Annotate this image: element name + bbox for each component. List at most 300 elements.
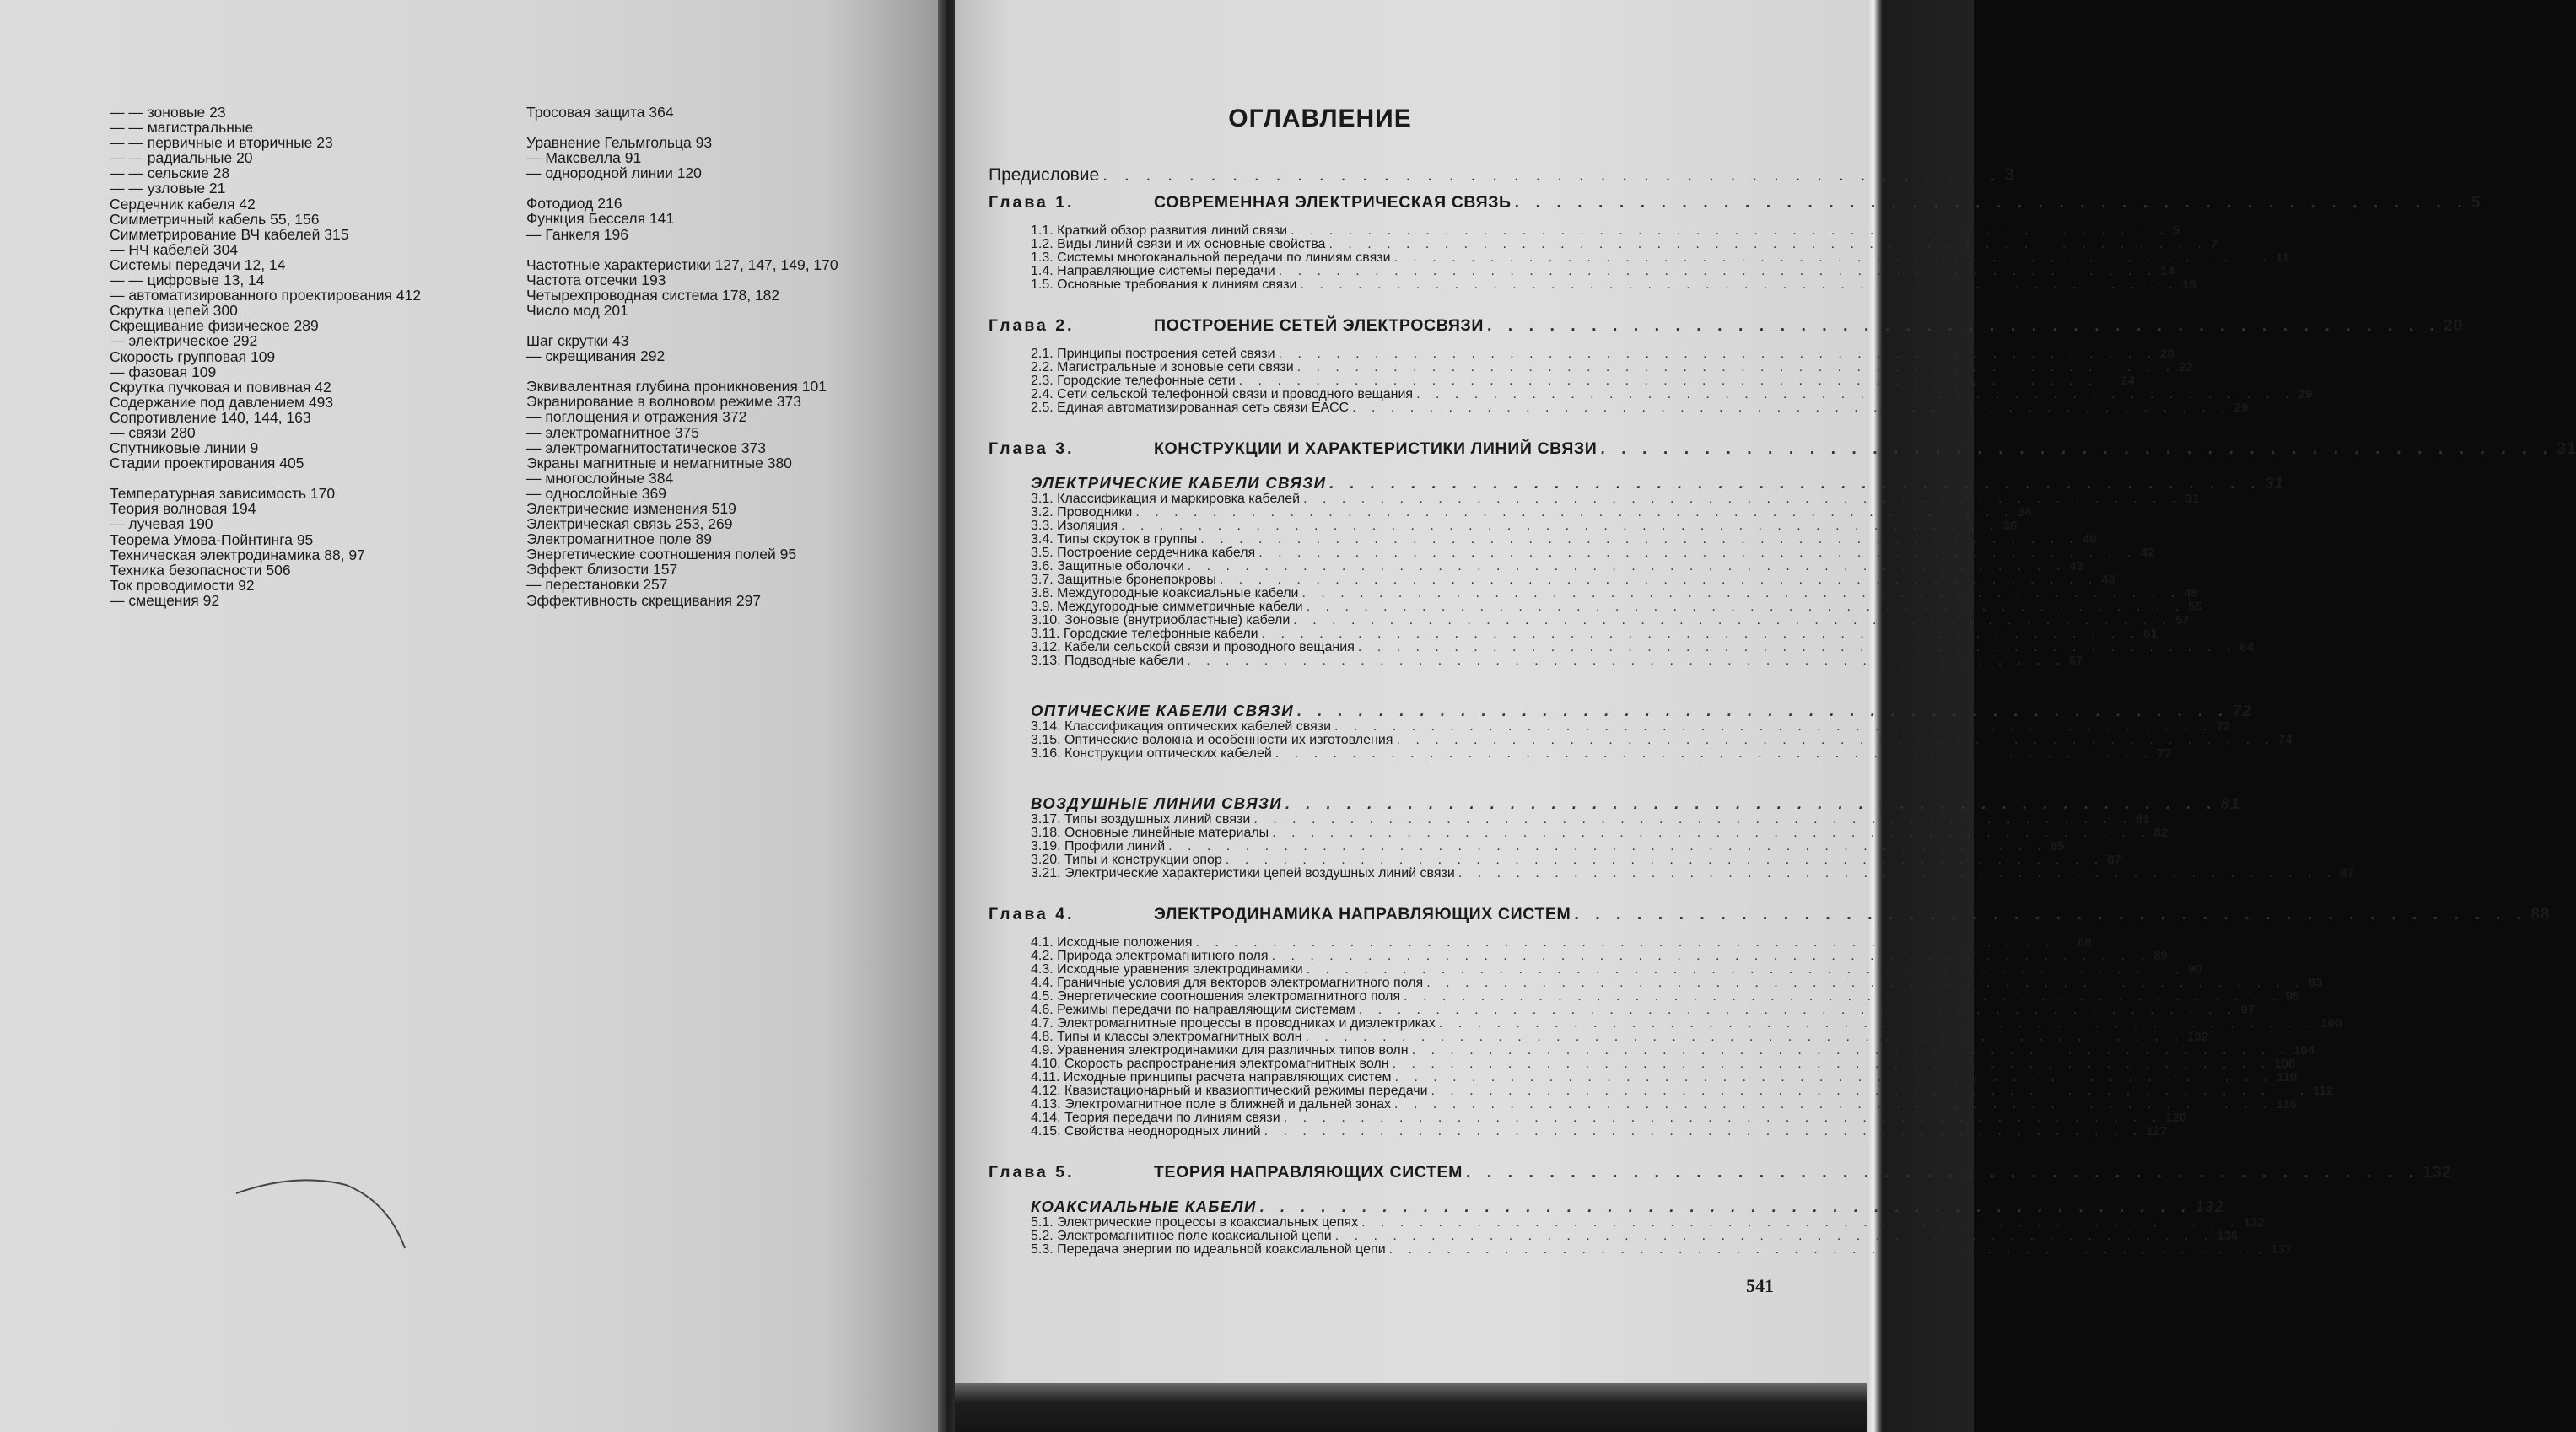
page-number: 541 bbox=[1746, 1275, 1774, 1296]
toc-item-page: 110 bbox=[2276, 1070, 2298, 1085]
toc-item[interactable] bbox=[989, 976, 2323, 990]
index-entry: — — узловые 21 bbox=[110, 180, 226, 197]
toc-item-label: 4.8. Типы и классы электромагнитных волн bbox=[1031, 1030, 1302, 1044]
toc-item-page: 137 bbox=[2271, 1242, 2293, 1257]
index-entry: — — цифровые 13, 14 bbox=[110, 272, 265, 289]
leader-dots: . . . . . . . . . . . . . . . . . . . . . . . . . . . . . . . . . . . . . . . . . . . . . . bbox=[1416, 387, 2295, 401]
spacer bbox=[989, 880, 1781, 899]
toc-item-page: 104 bbox=[2293, 1043, 2315, 1058]
index-gap bbox=[526, 120, 923, 135]
toc-item[interactable] bbox=[989, 586, 2198, 600]
leader-dots: . . . . . . . . . . . . . . . . . . . . . . . . . . . . . . . . . . . . . . . . . . . . . . bbox=[1358, 1003, 2238, 1017]
toc-item[interactable] bbox=[989, 949, 2168, 963]
toc-item[interactable] bbox=[989, 1215, 2265, 1230]
index-entry: — Максвелла 91 bbox=[526, 149, 642, 167]
toc-chapter[interactable] bbox=[989, 1157, 2452, 1182]
spacer bbox=[989, 213, 1781, 224]
chapter-page: 88 bbox=[2530, 905, 2551, 923]
toc-item-label: 5.1. Электрические процессы в коаксиальных цепях bbox=[1031, 1215, 1359, 1230]
index-entry: — однослойные 369 bbox=[526, 484, 667, 502]
toc-item-label: 2.5. Единая автоматизированная сеть связи ЕАСС bbox=[1031, 401, 1350, 415]
toc-item-label: 3.17. Типы воздушных линий связи bbox=[1031, 812, 1251, 826]
index-entry: Эффективность скрещивания 297 bbox=[526, 591, 762, 609]
index-entry: — поглощения и отражения 372 bbox=[526, 408, 747, 426]
toc-item-page: 100 bbox=[2320, 1016, 2342, 1031]
index-entry: — электромагнитостатическое 373 bbox=[526, 439, 767, 456]
toc-item-page: 34 bbox=[2017, 505, 2032, 520]
toc-item[interactable] bbox=[989, 640, 2255, 654]
chapter-number: Глава 1. bbox=[989, 193, 1075, 212]
toc-item[interactable] bbox=[989, 492, 2200, 506]
toc-item-page: 102 bbox=[2187, 1030, 2209, 1044]
toc-item-label: 1.2. Виды линий связи и их основные свойства bbox=[1031, 237, 1326, 251]
toc-item-page: 72 bbox=[2216, 719, 2231, 734]
chapter-page: 31 bbox=[2557, 439, 2576, 458]
chapter-heading bbox=[989, 1163, 1463, 1182]
section-page: 132 bbox=[2195, 1198, 2225, 1215]
leader-dots: . . . . . . . . . . . . . . . . . . . . . . . . . . . . . . . . . . . . . . . . . . . . . . bbox=[1283, 1111, 2163, 1125]
toc-preface-label: Предисловие bbox=[989, 165, 1100, 185]
index-entry: Техника безопасности 506 bbox=[110, 561, 291, 579]
index-entry: Скрещивание физическое 289 bbox=[110, 317, 319, 335]
leader-dots: . . . . . . . . . . . . . . . . . . . . . . . . . . . . . . . . . . . . . . . . . . . . . . bbox=[1486, 316, 2440, 335]
toc-item[interactable] bbox=[989, 387, 2313, 401]
toc-item[interactable] bbox=[989, 627, 2158, 641]
leader-dots: . . . . . . . . . . . . . . . . . . . . . . . . . . . . . . . . . . . . . . . . . . . . . . bbox=[1261, 627, 2141, 641]
toc-item[interactable] bbox=[989, 237, 2218, 251]
index-entry: — перестановки 257 bbox=[526, 576, 668, 594]
index-entry: Скорость групповая 109 bbox=[110, 347, 276, 365]
toc-item-page: 40 bbox=[2082, 532, 2097, 546]
toc-preface[interactable]: Предисловие . . . . . . . . . . . . . . . . . . . . . . . . . . . . . . . . . . . . . . . . . . 3 bbox=[989, 165, 2015, 185]
toc-item-label: 4.13. Электромагнитное поле в ближней и дальней зонах bbox=[1031, 1097, 1392, 1112]
toc-item[interactable] bbox=[989, 532, 2097, 546]
toc-item-label: 3.3. Изоляция bbox=[1031, 519, 1118, 533]
leader-dots: . . . . . . . . . . . . . . . . . . . . . . . . . . . . . . . . . . . . . . . . . . . . . . bbox=[1361, 1215, 2240, 1230]
index-entry: Экраны магнитные и немагнитные 380 bbox=[526, 454, 792, 471]
toc-item[interactable] bbox=[989, 600, 2202, 614]
leader-dots: . . . . . . . . . . . . . . . . . . . . . . . . . . . . . . . . . . . . . . . . . . . . . . bbox=[1388, 1242, 2268, 1257]
toc-item[interactable] bbox=[989, 277, 2196, 292]
toc-item-label: 3.5. Построение сердечника кабеля bbox=[1031, 546, 1256, 560]
index-entry: Симметрирование ВЧ кабелей 315 bbox=[110, 225, 349, 243]
section-title: ВОЗДУШНЫЕ ЛИНИИ СВЯЗИ bbox=[1031, 794, 1282, 812]
leader-dots: . . . . . . . . . . . . . . . . . . . . . . . . . . . . . . . . . . . . . . . . . . . . . . bbox=[1411, 1043, 2291, 1058]
leader-dots: . . . . . . . . . . . . . . . . . . . . . . . . . . . . . . . . . . . . . . . . . . . . . . bbox=[1301, 586, 2180, 600]
index-entry: Стадии проектирования 405 bbox=[110, 455, 304, 472]
toc-item[interactable] bbox=[989, 1057, 2296, 1071]
toc-item-page: 87 bbox=[2107, 853, 2122, 867]
leader-dots: . . . . . . . . . . . . . . . . . . . . . . . . . . . . . . . . . . . . . . . . . . . . . . bbox=[1394, 1097, 2273, 1112]
leader-dots: . . . . . . . . . . . . . . . . . . . . . . . . . . . . . . . . . . . . . . . . . . . . . . bbox=[1238, 374, 2118, 388]
index-entry: — смещения 92 bbox=[110, 591, 220, 609]
leader-dots: . . . . . . . . . . . . . . . . . . . . . . . . . . . . . . . . . . . . . . . . . . . . . . bbox=[1271, 949, 2151, 963]
leader-dots: . . . . . . . . . . . . . . . . . . . . . . . . . . . . . . . . . . . . . . . . . . . . . . bbox=[1334, 1229, 2214, 1243]
toc-item-page: 132 bbox=[2243, 1215, 2265, 1230]
toc-item-label: 4.7. Электромагнитные процессы в проводниках и диэлектриках bbox=[1031, 1016, 1436, 1031]
index-entry: — лучевая 190 bbox=[110, 515, 213, 533]
toc-item-page: 136 bbox=[2217, 1229, 2239, 1243]
index-entry: Спутниковые линии 9 bbox=[110, 439, 259, 457]
index-entry: Фотодиод 216 bbox=[526, 195, 622, 213]
chapter-number: Глава 2. bbox=[989, 316, 1075, 335]
leader-dots: . . . . . . . . . . . . . . . . . . . . . . . . . . . . . . . . . . . . . . . . . . . . . . bbox=[1300, 277, 2179, 292]
index-entry: Эффект близости 157 bbox=[526, 561, 678, 579]
toc-item-page: 20 bbox=[2160, 347, 2175, 361]
spacer bbox=[989, 1257, 1781, 1275]
toc-item[interactable] bbox=[989, 853, 2122, 867]
leader-dots: . . . . . . . . . . . . . . . . . . . . . . . . . . . . . . . . . . . . . . . . . . . . . . bbox=[1195, 935, 2075, 950]
toc-item[interactable] bbox=[989, 1229, 2239, 1243]
index-entry: Электрическая связь 253, 269 bbox=[526, 515, 733, 533]
toc-item-label: 2.3. Городские телефонные сети bbox=[1031, 374, 1236, 388]
leader-dots: . . . . . . . . . . . . . . . . . . . . . . . . . . . . . . . . . . . . . . . . . . . . . . bbox=[1404, 989, 2282, 1004]
left-page bbox=[0, 0, 938, 1432]
toc-item-page: 74 bbox=[2277, 733, 2293, 747]
leader-dots: . . . . . . . . . . . . . . . . . . . . . . . . . . . . . . . . . . . . . . . . . . . . . . bbox=[1272, 826, 2151, 840]
toc-chapter[interactable] bbox=[989, 899, 2551, 924]
toc-item[interactable] bbox=[989, 546, 2155, 560]
toc-item[interactable] bbox=[989, 1124, 2168, 1139]
toc-item-page: 90 bbox=[2188, 962, 2202, 977]
index-entry: Ток проводимости 92 bbox=[110, 576, 255, 594]
index-entry: — автоматизированного проектирования 412 bbox=[110, 287, 422, 304]
index-entry: — фазовая 109 bbox=[110, 363, 217, 380]
toc-item-page: 31 bbox=[2185, 492, 2200, 506]
leader-dots: . . . . . . . . . . . . . . . . . . . . . . . . . . . . . . . . . . . . . . . . . . . . . . bbox=[1291, 223, 2169, 238]
index-entry: Теорема Умова-Пойнтинга 95 bbox=[110, 530, 314, 548]
toc-item-page: 57 bbox=[2175, 613, 2190, 627]
toc-section[interactable] bbox=[989, 686, 2253, 720]
toc-item[interactable] bbox=[989, 989, 2300, 1004]
chapter-title: КОНСТРУКЦИИ И ХАРАКТЕРИСТИКИ ЛИНИЙ СВЯЗИ bbox=[1154, 439, 1598, 458]
toc-item[interactable] bbox=[989, 866, 2355, 880]
leader-dots: . . . . . . . . . . . . . . . . . . . . . . . . . . . . . . . . . . . . . . . . . . . . . . bbox=[1328, 237, 2207, 251]
index-entry: Теория волновая 194 bbox=[110, 500, 256, 518]
toc-item-page: 46 bbox=[2101, 573, 2116, 587]
chapter-heading bbox=[989, 439, 1597, 459]
index-entry: — Ганкеля 196 bbox=[526, 225, 629, 243]
index-entry: Сопротивление 140, 144, 163 bbox=[110, 408, 311, 426]
leader-dots: . . . . . . . . . . . . . . . . . . . . . . . . . . . . . . . . . . . . . . . . . . . . . . bbox=[1458, 866, 2337, 880]
leader-dots: . . . . . . . . . . . . . . . . . . . . . . . . . . . . . . . . . . . . . . . . . . . . . . bbox=[1306, 600, 2185, 614]
toc-item-label: 4.5. Энергетические соотношения электромагнитного поля bbox=[1031, 989, 1401, 1004]
toc-item-label: 1.1. Краткий обзор развития линий связи bbox=[1031, 223, 1288, 238]
toc-item-page: 82 bbox=[2153, 826, 2169, 840]
index-entry: Электромагнитное поле 89 bbox=[526, 530, 712, 548]
chapter-title: ЭЛЕКТРОДИНАМИКА НАПРАВЛЯЮЩИХ СИСТЕМ bbox=[1154, 905, 1571, 923]
toc-item[interactable] bbox=[989, 962, 2202, 977]
chapter-number: Глава 3. bbox=[989, 439, 1075, 458]
toc-item[interactable] bbox=[989, 505, 2032, 520]
chapter-heading bbox=[989, 905, 1571, 924]
index-gap bbox=[526, 180, 923, 196]
toc-item-page: 43 bbox=[2069, 559, 2083, 573]
leader-dots: . . . . . . . . . . . . . . . . . . . . . . . . . . . . . . . . . . . . . . . . . . . . . . bbox=[1306, 962, 2185, 977]
toc-item[interactable] bbox=[989, 1070, 2298, 1085]
toc-item-label: 3.12. Кабели сельской связи и проводного вещания bbox=[1031, 640, 1355, 654]
leader-dots: . . . . . . . . . . . . . . . . . . . . . . . . . . . . . . . . . . . . . . . . . . . . . . bbox=[1438, 1016, 2318, 1031]
toc-item-page: 95 bbox=[2285, 989, 2300, 1004]
toc-item[interactable] bbox=[989, 374, 2135, 388]
toc-item-label: 3.8. Междугородные коаксиальные кабели bbox=[1031, 586, 1299, 600]
toc-item-page: 67 bbox=[2068, 654, 2083, 668]
pen-stroke-mark bbox=[228, 1176, 413, 1252]
toc-item-label: 1.5. Основные требования к линиям связи bbox=[1031, 277, 1297, 292]
toc-item[interactable] bbox=[989, 264, 2175, 278]
toc-item-label: 4.4. Граничные условия для векторов электромагнитного поля bbox=[1031, 976, 1424, 990]
leader-dots: . . . . . . . . . . . . . . . . . . . . . . . . . . . . . . . . . . . . . . . . . . . . . . bbox=[1329, 474, 2262, 492]
index-entry: Техническая электродинамика 88, 97 bbox=[110, 546, 365, 563]
toc-chapter[interactable] bbox=[989, 310, 2463, 336]
toc-item-label: 4.3. Исходные уравнения электродинамики bbox=[1031, 962, 1303, 977]
chapter-number: Глава 5. bbox=[989, 1163, 1075, 1182]
toc-item-label: 3.6. Защитные оболочки bbox=[1031, 559, 1184, 573]
index-gap bbox=[526, 363, 923, 379]
chapter-page: 5 bbox=[2471, 193, 2482, 212]
leader-dots: . . . . . . . . . . . . . . . . . . . . . . . . . . . . . . . . . . . . . . . . . . . . . . bbox=[1258, 546, 2137, 560]
index-entry: — однородной линии 120 bbox=[526, 164, 702, 182]
toc-item-label: 4.12. Квазистационарный и квазиоптический режимы передачи bbox=[1031, 1084, 1428, 1098]
index-entry: — — радиальные 20 bbox=[110, 149, 253, 167]
toc-item-page: 42 bbox=[2140, 546, 2155, 560]
index-entry: Уравнение Гельмгольца 93 bbox=[526, 134, 713, 152]
toc-item-label: 3.1. Классификация и маркировка кабелей bbox=[1031, 492, 1301, 506]
toc-item[interactable] bbox=[989, 733, 2293, 747]
toc-item[interactable] bbox=[989, 826, 2169, 840]
toc-item-page: 48 bbox=[2184, 586, 2198, 600]
chapter-heading bbox=[989, 193, 1512, 213]
toc-item[interactable] bbox=[989, 559, 2083, 573]
spacer bbox=[989, 668, 1781, 686]
toc-item-label: 3.21. Электрические характеристики цепей воздушных линий связи bbox=[1031, 866, 1455, 880]
leader-dots: . . . . . . . . . . . . . . . . . . . . . . . . . . . . . . . . . . . . . . . . . . . . . . bbox=[1392, 1057, 2272, 1071]
section-page: 31 bbox=[2265, 474, 2285, 492]
toc-item-page: 36 bbox=[2002, 519, 2018, 533]
leader-dots: . . . . . . . . . . . . . . . . . . . . . . . . . . . . . . . . . . . . . . . . . . . . . . bbox=[1121, 519, 2000, 533]
cover-bottom bbox=[955, 1383, 1867, 1432]
toc-item[interactable] bbox=[989, 1003, 2255, 1017]
toc-item-label: 4.15. Свойства неоднородных линий bbox=[1031, 1124, 1261, 1139]
index-entry: Симметричный кабель 55, 156 bbox=[110, 210, 320, 228]
toc-item-page: 61 bbox=[2143, 627, 2158, 641]
index-entry: — скрещивания 292 bbox=[526, 347, 666, 365]
toc-item-label: 1.4. Направляющие системы передачи bbox=[1031, 264, 1275, 278]
toc-item[interactable] bbox=[989, 250, 2289, 265]
toc-item-page: 14 bbox=[2160, 264, 2175, 278]
toc-item[interactable] bbox=[989, 223, 2180, 238]
toc-section[interactable] bbox=[989, 779, 2241, 813]
leader-dots: . . . . . . . . . . . . . . . . . . . . . . . . . . . . . . . . . . . . . . . . . . . . . . bbox=[1253, 812, 2132, 826]
leader-dots: . . . . . . . . . . . . . . . . . . . . . . . . . . . . . . . . . . . . . . . . . . . . . . bbox=[1293, 613, 2172, 627]
spacer bbox=[989, 415, 1781, 433]
toc-item-page: 64 bbox=[2239, 640, 2255, 654]
index-entry: Число мод 201 bbox=[526, 301, 628, 319]
toc-item-label: 4.10. Скорость распространения электромагнитных волн bbox=[1031, 1057, 1389, 1071]
toc-item-label: 3.7. Защитные бронепокровы bbox=[1031, 573, 1216, 587]
toc-item[interactable] bbox=[989, 1030, 2209, 1044]
toc-item[interactable] bbox=[989, 1043, 2315, 1058]
leader-dots: . . . . . . . . . . . . . . . . . . . . . . . . . . . . . . . . . . . . . . . . . . . . . . bbox=[1296, 702, 2229, 719]
toc-item-label: 4.2. Природа электромагнитного поля bbox=[1031, 949, 1269, 963]
leader-dots: . . . . . . . . . . . . . . . . . . . . . . . . . . . . . . . . . . . . . . . . . . . . . . bbox=[1187, 654, 2066, 668]
toc-item[interactable] bbox=[989, 719, 2231, 734]
leader-dots: . . . . . . . . . . . . . . . . . . . . . . . . . . . . . . . . . . . . . . . . . . . . . . bbox=[1357, 640, 2237, 654]
index-entry: — НЧ кабелей 304 bbox=[110, 240, 239, 258]
index-entry: — связи 280 bbox=[110, 423, 196, 441]
index-entry: — электрическое 292 bbox=[110, 332, 258, 350]
toc-item-label: 3.18. Основные линейные материалы bbox=[1031, 826, 1269, 840]
toc-item-page: 81 bbox=[2135, 812, 2150, 826]
spacer bbox=[989, 761, 1781, 779]
toc-item[interactable] bbox=[989, 519, 2018, 533]
index-entry: Четырехпроводная система 178, 182 bbox=[526, 286, 780, 304]
spacer bbox=[989, 292, 1781, 310]
leader-dots: . . . . . . . . . . . . . . . . . . . . . . . . . . . . . . . . . . . . . . . . . . . . . . bbox=[1305, 1030, 2185, 1044]
index-entry: Скрутка пучковая и повивная 42 bbox=[110, 378, 331, 396]
toc-item-label: 4.9. Уравнения электродинамики для различных типов волн bbox=[1031, 1043, 1409, 1058]
leader-dots: . . . . . . . . . . . . . . . . . . . . . . . . . . . . . . . . . . . . . . . . . . . . . . bbox=[1431, 1084, 2310, 1098]
toc-item[interactable] bbox=[989, 1097, 2297, 1112]
toc-preface-page: 3 bbox=[2004, 165, 2015, 185]
section-title: КОАКСИАЛЬНЫЕ КАБЕЛИ bbox=[1031, 1198, 1257, 1215]
toc-item[interactable] bbox=[989, 573, 2116, 587]
index-entry: — — магистральные bbox=[110, 119, 254, 137]
leader-dots: . . . . . . . . . . . . . . . . . . . . . . . . . . . . . . . . . . . . . . . . . . . . . . bbox=[1426, 976, 2305, 990]
chapter-number: Глава 4. bbox=[989, 905, 1075, 923]
toc-item[interactable] bbox=[989, 401, 2249, 415]
toc-item-label: 3.11. Городские телефонные кабели bbox=[1031, 627, 1258, 641]
index-entry: — многослойные 384 bbox=[526, 469, 674, 487]
leader-dots: . . . . . . . . . . . . . . . . . . . . . . . . . . . . . . . . . . . . . . . . . . . . . . bbox=[1187, 559, 2067, 573]
index-entry: Электрические изменения 519 bbox=[526, 499, 736, 517]
leader-dots: . . . . . . . . . . . . . . . . . . . . . . . . . . . . . . . . . . . . . . . . . . . . . . bbox=[1219, 573, 2099, 587]
section-title: ЭЛЕКТРИЧЕСКИЕ КАБЕЛИ СВЯЗИ bbox=[1031, 474, 1327, 492]
index-entry: Частотные характеристики 127, 147, 149, 170 bbox=[526, 256, 838, 273]
toc-item[interactable] bbox=[989, 1242, 2293, 1257]
toc-item-page: 88 bbox=[2078, 935, 2092, 950]
leader-dots: . . . . . . . . . . . . . . . . . . . . . . . . . . . . . . . . . . . . . . . . . . . . . . bbox=[1200, 532, 2079, 546]
toc-chapter[interactable] bbox=[989, 187, 2482, 213]
index-entry: Экранирование в волновом режиме 373 bbox=[526, 393, 801, 411]
leader-dots: . . . . . . . . . . . . . . . . . . . . . . . . . . . . . . . . . . . . . . . . . . . . . . bbox=[1259, 1198, 2192, 1215]
leader-dots: . . . . . . . . . . . . . . . . . . . . . . . . . . . . . . . . . . . . . . . . . . . . . . bbox=[1334, 719, 2213, 734]
toc-item-label: 2.4. Сети сельской телефонной связи и проводного вещания bbox=[1031, 387, 1414, 401]
table-of-contents bbox=[989, 159, 2576, 1275]
toc-item-page: 22 bbox=[2179, 360, 2193, 374]
toc-item-page: 87 bbox=[2340, 866, 2355, 880]
leader-dots: . . . . . . . . . . . . . . . . . . . . . . . . . . . . . . . . . . . . . . . . . . . . . . bbox=[1574, 905, 2528, 923]
toc-item-page: 85 bbox=[2050, 839, 2065, 853]
chapter-page: 132 bbox=[2422, 1163, 2452, 1182]
toc-item[interactable] bbox=[989, 1084, 2334, 1098]
index-column-1 bbox=[110, 105, 498, 608]
toc-item-label: 3.2. Проводники bbox=[1031, 505, 1133, 520]
leader-dots: . . . . . . . . . . . . . . . . . . . . . . . . . . . . . . . . . . . . . . . . . . . . . . bbox=[1168, 839, 2047, 853]
toc-item[interactable] bbox=[989, 613, 2190, 627]
leader-dots: . . . . . . . . . . . . . . . . . . . . . . . . . . . . . . . . . . . . . . . . . . . . . . bbox=[1514, 193, 2468, 212]
toc-item-label: 3.16. Конструкции оптических кабелей bbox=[1031, 746, 1272, 761]
index-gap bbox=[526, 242, 923, 257]
toc-body bbox=[989, 187, 2576, 1275]
toc-section[interactable] bbox=[989, 459, 2285, 493]
spacer bbox=[989, 336, 1781, 347]
chapter-title: ПОСТРОЕНИЕ СЕТЕЙ ЭЛЕКТРОСВЯЗИ bbox=[1154, 316, 1484, 335]
toc-item-label: 3.13. Подводные кабели bbox=[1031, 654, 1184, 668]
index-entry: Функция Бесселя 141 bbox=[526, 210, 675, 228]
chapter-title: СОВРЕМЕННАЯ ЭЛЕКТРИЧЕСКАЯ СВЯЗЬ bbox=[1154, 193, 1512, 212]
toc-item[interactable] bbox=[989, 654, 2083, 668]
toc-item[interactable] bbox=[989, 839, 2065, 853]
toc-item[interactable] bbox=[989, 360, 2193, 374]
index-column-2 bbox=[526, 105, 923, 608]
leader-dots: . . . . . . . . . . . . . . . . . . . . . . . . . . . . . . . . . . . . . . . . . . . . . . bbox=[1296, 360, 2176, 374]
toc-item-label: 4.14. Теория передачи по линиям связи bbox=[1031, 1111, 1280, 1125]
index-entry: — электромагнитное 375 bbox=[526, 423, 699, 441]
toc-item-label: 5.3. Передача энергии по идеальной коаксиальной цепи bbox=[1031, 1242, 1386, 1257]
toc-item-label: 3.4. Типы скруток в группы bbox=[1031, 532, 1198, 546]
index-gap bbox=[110, 471, 498, 486]
spacer bbox=[989, 1139, 1781, 1157]
toc-item-label: 2.2. Магистральные и зоновые сети связи bbox=[1031, 360, 1294, 374]
toc-item-label: 4.11. Исходные принципы расчета направляющих систем bbox=[1031, 1070, 1392, 1085]
chapter-page: 20 bbox=[2443, 316, 2463, 335]
toc-item-page: 97 bbox=[2240, 1003, 2255, 1017]
toc-item-label: 3.10. Зоновые (внутриобластные) кабели bbox=[1031, 613, 1291, 627]
toc-item-page: 18 bbox=[2182, 277, 2196, 292]
leader-dots: . . . . . . . . . . . . . . . . . . . . . . . . . . . . . . . . . . . . . . . . . . . . . . bbox=[1600, 439, 2554, 458]
leader-dots: . . . . . . . . . . . . . . . . . . . . . . . . . . . . . . . . . . . . . . . . . . . . . . bbox=[1285, 794, 2218, 812]
index-entry: Тросовая защита 364 bbox=[526, 104, 674, 121]
toc-item-page: 127 bbox=[2146, 1124, 2168, 1139]
index-entry: Шаг скрутки 43 bbox=[526, 332, 629, 350]
leader-dots: . . . . . . . . . . . . . . . . . . . . . . . . . . . . . . . . . . . . . . . . . . . . . . bbox=[1225, 853, 2104, 867]
index-entry: Содержание под давлением 493 bbox=[110, 393, 334, 411]
chapter-heading bbox=[989, 316, 1484, 336]
toc-item-page: 11 bbox=[2276, 250, 2289, 265]
toc-item-page: 93 bbox=[2308, 976, 2323, 990]
index-entry: Системы передачи 12, 14 bbox=[110, 256, 286, 273]
index-entry: Сердечник кабеля 42 bbox=[110, 195, 256, 213]
section-title: ОПТИЧЕСКИЕ КАБЕЛИ СВЯЗИ bbox=[1031, 702, 1294, 719]
index-entry: — — первичные и вторичные 23 bbox=[110, 134, 333, 152]
leader-dots: . . . . . . . . . . . . . . . . . . . . . . . . . . . . . . . . . . . . . . . . . . . . . . bbox=[1396, 733, 2275, 747]
leader-dots: . . . . . . . . . . . . . . . . . . . . . . . . . . . . . . . . . . . . . . . . . . . . . . bbox=[1264, 1124, 2143, 1139]
toc-item[interactable] bbox=[989, 812, 2150, 826]
toc-item[interactable] bbox=[989, 935, 2092, 950]
toc-item-page: 29 bbox=[2234, 401, 2249, 415]
leader-dots: . . . . . . . . . . . . . . . . . . . . . . . . . . . . . . . . . . . . . . . . . . . . . . bbox=[1466, 1163, 2420, 1182]
section-page: 72 bbox=[2232, 702, 2253, 719]
index-entry: Скрутка цепей 300 bbox=[110, 302, 238, 320]
index-entry: Эквивалентная глубина проникновения 101 bbox=[526, 378, 827, 396]
leader-dots: . . . . . . . . . . . . . . . . . . . . . . . . . . . . . . . . . . . . . . . . . . . . . . bbox=[1352, 401, 2231, 415]
toc-item-page: 24 bbox=[2121, 374, 2135, 388]
toc-item[interactable] bbox=[989, 1016, 2342, 1031]
toc-chapter[interactable] bbox=[989, 433, 2576, 459]
toc-item[interactable] bbox=[989, 347, 2175, 361]
spacer bbox=[989, 924, 1781, 936]
toc-section[interactable] bbox=[989, 1182, 2225, 1216]
toc-item[interactable] bbox=[989, 1111, 2187, 1125]
section-page: 81 bbox=[2220, 794, 2241, 812]
toc-item[interactable] bbox=[989, 746, 2172, 761]
toc-item-label: 3.20. Типы и конструкции опор bbox=[1031, 853, 1222, 867]
toc-item-page: 89 bbox=[2153, 949, 2168, 963]
toc-item-page: 108 bbox=[2274, 1057, 2296, 1071]
leader-dots: . . . . . . . . . . . . . . . . . . . . . . . . . . . . . . . . . . . . . . . . . . . . . . bbox=[1303, 492, 2182, 506]
toc-item-page: 5 bbox=[2172, 223, 2180, 238]
